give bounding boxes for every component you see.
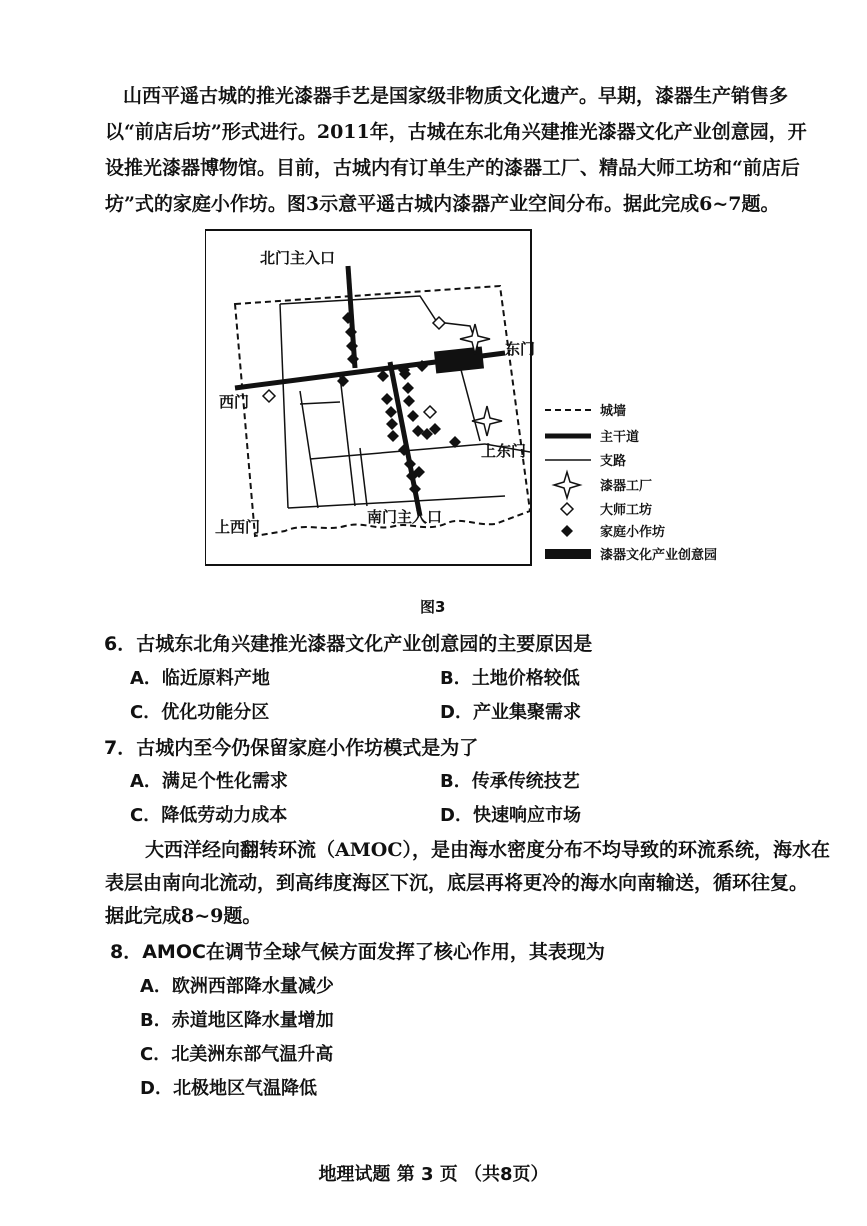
lacquer-factories	[460, 324, 502, 436]
label-north-gate: 北门主入口	[260, 249, 336, 267]
intro-paragraph-2	[105, 832, 830, 940]
legend-label-wall: 城墙	[600, 404, 627, 419]
family-workshop	[385, 406, 397, 418]
legend-label-family-workshop: 家庭小作坊	[600, 525, 666, 540]
intro1-line-4: 坊”式的家庭小作坊。图3示意平遥古城内漆器产业空间分布。据此完成6~7题。	[105, 193, 780, 215]
legend-label-main-road: 主干道	[600, 430, 640, 445]
q6-option-a[interactable]: A．临近原料产地	[130, 668, 270, 689]
legend-label-master-workshop: 大师工坊	[600, 503, 653, 518]
q7-option-b[interactable]: B．传承传统技艺	[440, 771, 580, 792]
family-workshop	[381, 393, 393, 405]
family-workshop	[407, 410, 419, 422]
main-roads	[235, 266, 505, 516]
legend-symbol-filled-diamond	[561, 525, 573, 537]
intro1-line-1: 山西平遥古城的推光漆器手艺是国家级非物质文化遗产。早期，漆器生产销售多	[123, 85, 789, 107]
legend-symbol-star	[554, 472, 580, 498]
label-upper-west-gate: 上西门	[215, 518, 261, 536]
legend-symbol-black-bar	[545, 549, 591, 559]
q6-option-b[interactable]: B．土地价格较低	[440, 668, 580, 689]
q8-option-a[interactable]: A．欧洲西部降水量减少	[140, 976, 334, 997]
factory-star-2	[472, 406, 502, 436]
intro1-line-3: 设推光漆器博物馆。目前，古城内有订单生产的漆器工厂、精品大师工坊和“前店后	[105, 157, 800, 179]
label-west-gate: 西门	[219, 393, 250, 411]
q7-stem: 7．古城内至今仍保留家庭小作坊模式是为了	[104, 737, 479, 759]
master-workshop	[263, 390, 275, 402]
q7-option-c[interactable]: C．降低劳动力成本	[130, 805, 288, 826]
q8-option-c[interactable]: C．北美洲东部气温升高	[140, 1044, 334, 1065]
figure-caption: 图3	[420, 598, 446, 616]
intro2-line-1: 大西洋经向翻转环流（AMOC），是由海水密度分布不均导致的环流系统，海水在	[145, 839, 830, 861]
legend-label-creative-park: 漆器文化产业创意园	[600, 548, 718, 563]
q6-option-d[interactable]: D．产业集聚需求	[440, 702, 581, 723]
q7-option-d[interactable]: D．快速响应市场	[440, 805, 581, 826]
q8-option-b[interactable]: B．赤道地区降水量增加	[140, 1010, 334, 1031]
q6-stem: 6．古城东北角兴建推光漆器文化产业创意园的主要原因是	[104, 633, 593, 655]
family-workshop	[402, 382, 414, 394]
intro-paragraph-1	[105, 78, 805, 228]
legend-label-branch-road: 支路	[600, 454, 627, 469]
family-workshop	[403, 395, 415, 407]
q8-stem: 8．AMOC在调节全球气候方面发挥了核心作用，其表现为	[110, 941, 605, 963]
intro2-line-3: 据此完成8~9题。	[105, 905, 262, 927]
legend-symbol-hollow-diamond	[561, 503, 573, 515]
family-workshop	[404, 458, 416, 470]
figure-3-map	[205, 226, 765, 571]
intro2-line-2: 表层由南向北流动，到高纬度海区下沉，底层再将更冷的海水向南输送，循环往复。	[105, 872, 809, 894]
map-legend	[545, 403, 717, 563]
family-workshop	[409, 483, 421, 495]
family-workshop	[386, 418, 398, 430]
master-workshop	[424, 406, 436, 418]
label-south-gate: 南门主入口	[367, 508, 443, 526]
q6-option-c[interactable]: C．优化功能分区	[130, 702, 270, 723]
family-workshop	[347, 353, 359, 365]
q8-option-d[interactable]: D．北极地区气温降低	[140, 1078, 317, 1099]
intro1-line-2: 以“前店后坊”形式进行。2011年，古城在东北角兴建推光漆器文化产业创意园，开	[105, 121, 807, 143]
label-upper-east-gate: 上东门	[481, 442, 527, 460]
label-east-gate: 东门	[505, 340, 536, 358]
legend-label-factory: 漆器工厂	[600, 479, 653, 494]
q7-option-a[interactable]: A．满足个性化需求	[130, 771, 288, 792]
family-workshop	[387, 430, 399, 442]
page-footer: 地理试题 第 3 页 （共8页）	[318, 1164, 549, 1185]
